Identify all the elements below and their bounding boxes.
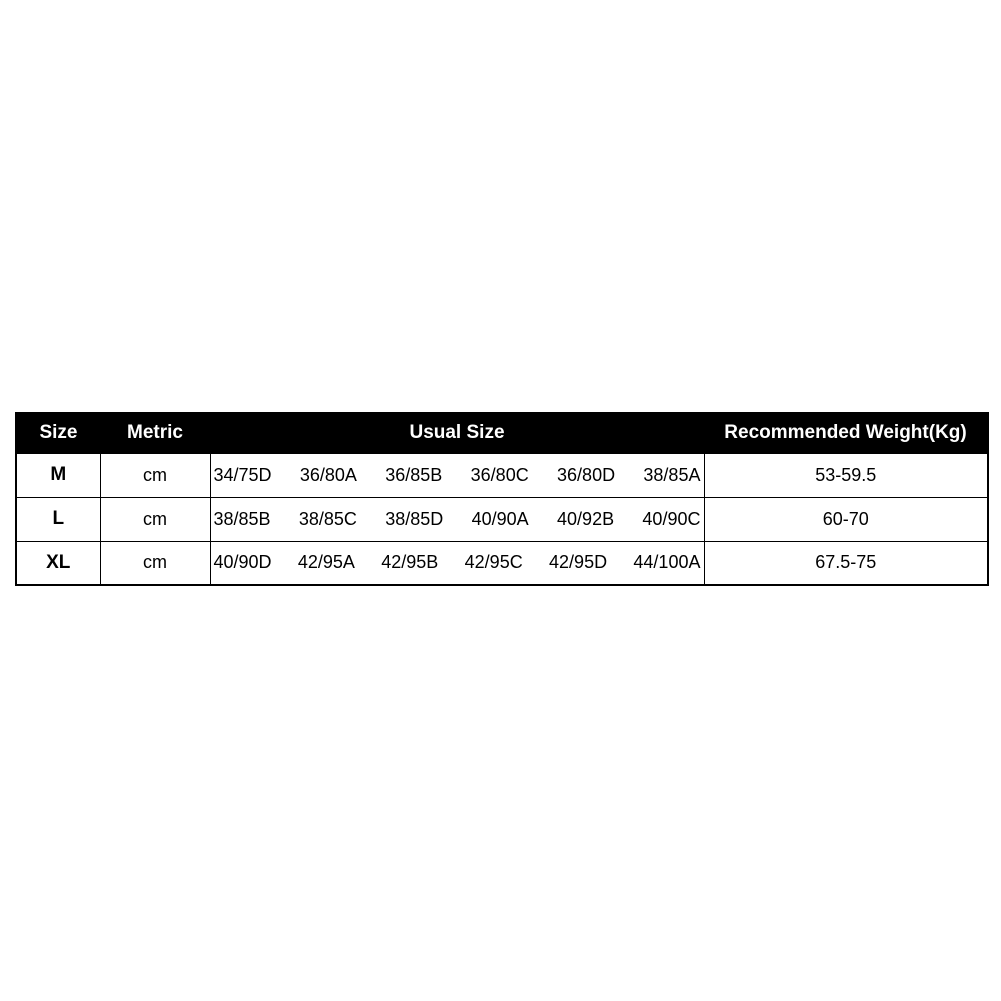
header-usual-size: Usual Size	[210, 413, 704, 453]
usual-size-value: 36/80C	[470, 464, 529, 485]
usual-size-value: 36/85B	[385, 464, 443, 485]
usual-size-list	[211, 465, 704, 486]
usual-size-value: 40/90A	[471, 508, 529, 529]
metric-cell: cm	[100, 453, 210, 497]
size-chart-table	[15, 412, 989, 586]
usual-size-value: 42/95D	[549, 552, 608, 573]
usual-size-value: 42/95C	[464, 552, 523, 573]
usual-size-cell	[210, 453, 704, 497]
weight-cell: 60-70	[704, 497, 988, 541]
usual-size-cell	[210, 541, 704, 585]
table-row	[16, 497, 988, 541]
usual-size-value: 38/85D	[385, 508, 444, 529]
usual-size-cell	[210, 497, 704, 541]
header-size: Size	[16, 413, 100, 453]
usual-size-value: 38/85B	[213, 508, 271, 529]
usual-size-value: 40/90C	[642, 508, 701, 529]
usual-size-value: 36/80A	[299, 464, 357, 485]
header-metric: Metric	[100, 413, 210, 453]
usual-size-value: 42/95B	[381, 552, 439, 573]
usual-size-value: 38/85A	[643, 464, 701, 485]
usual-size-value: 40/92B	[557, 508, 615, 529]
usual-size-value: 36/80D	[557, 464, 616, 485]
weight-cell: 53-59.5	[704, 453, 988, 497]
metric-cell: cm	[100, 497, 210, 541]
header-recommended-weight: Recommended Weight(Kg)	[704, 413, 988, 453]
size-cell: XL	[16, 541, 100, 585]
size-cell: L	[16, 497, 100, 541]
size-cell: M	[16, 453, 100, 497]
usual-size-value: 40/90D	[213, 552, 272, 573]
usual-size-value: 42/95A	[297, 552, 355, 573]
header-row	[16, 413, 988, 453]
usual-size-value: 44/100A	[633, 552, 701, 573]
table-row	[16, 541, 988, 585]
usual-size-list	[211, 509, 704, 530]
table-row	[16, 453, 988, 497]
usual-size-list	[211, 552, 704, 573]
usual-size-value: 34/75D	[213, 464, 272, 485]
metric-cell: cm	[100, 541, 210, 585]
weight-cell: 67.5-75	[704, 541, 988, 585]
usual-size-value: 38/85C	[298, 508, 357, 529]
